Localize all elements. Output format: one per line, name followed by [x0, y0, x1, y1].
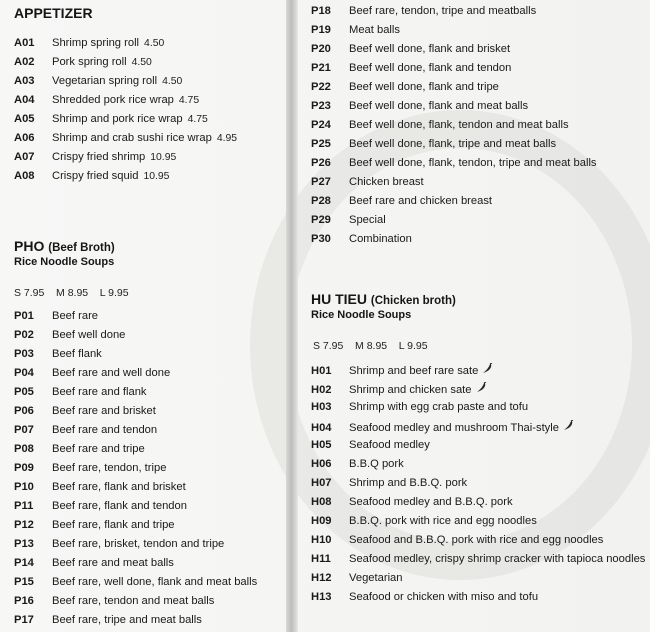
- hu-tieu-title-main: HU TIEU: [311, 291, 367, 307]
- menu-item: [14, 132, 237, 151]
- menu-item-name: Shrimp and pork rice wrap: [52, 113, 183, 125]
- menu-item: [14, 576, 257, 595]
- menu-item: [14, 151, 237, 170]
- menu-item-code: P07: [14, 424, 34, 436]
- menu-item-code: A04: [14, 94, 35, 106]
- menu-item-name: Combination: [349, 233, 412, 245]
- menu-item: [311, 439, 645, 458]
- menu-item-name: Shrimp spring roll: [52, 37, 140, 49]
- menu-item: [311, 157, 597, 176]
- menu-item-code: P30: [311, 233, 331, 245]
- menu-item-code: P12: [14, 519, 34, 531]
- menu-item: [14, 113, 237, 132]
- menu-item-name: Shrimp with egg crab paste and tofu: [349, 401, 529, 413]
- menu-item-code: P25: [311, 138, 331, 150]
- menu-item: [14, 94, 237, 113]
- menu-item-price: 10.95: [143, 171, 170, 182]
- chili-pepper-icon: [481, 363, 493, 377]
- menu-item-name: Beef well done, flank, tendon, tripe and meat balls: [349, 157, 597, 169]
- menu-item-code: P08: [14, 443, 34, 455]
- menu-item-name: Beef rare, brisket, tendon and tripe: [52, 538, 225, 550]
- menu-item: [14, 538, 257, 557]
- page-fold-divider: [286, 0, 298, 632]
- menu-item: [14, 56, 237, 75]
- menu-item: [14, 519, 257, 538]
- menu-item-name: Crispy fried shrimp: [52, 151, 146, 163]
- menu-item-name: Shrimp and B.B.Q. pork: [349, 477, 468, 489]
- menu-item-name: Beef rare and well done: [52, 367, 171, 379]
- menu-item-name: Beef well done, flank, tripe and meat balls: [349, 138, 557, 150]
- menu-item: [311, 214, 597, 233]
- menu-item-code: A01: [14, 37, 35, 49]
- menu-item-code: H11: [311, 553, 331, 565]
- menu-item-name: Special: [349, 214, 386, 226]
- menu-item-code: P11: [14, 500, 34, 512]
- menu-item-code: H03: [311, 401, 332, 413]
- menu-item-code: A03: [14, 75, 35, 87]
- menu-item-code: A06: [14, 132, 35, 144]
- menu-item-name: Beef rare, flank and brisket: [52, 481, 186, 493]
- menu-item: [311, 553, 645, 572]
- menu-item: [14, 481, 257, 500]
- menu-item-name: Shrimp and chicken sate: [349, 384, 472, 396]
- menu-item-price: 4.75: [187, 114, 208, 125]
- menu-item-name: Beef well done, flank, tendon and meat balls: [349, 119, 569, 131]
- menu-item: [14, 595, 257, 614]
- menu-item-code: H07: [311, 477, 332, 489]
- menu-item-name: Beef rare, tendon and meat balls: [52, 595, 215, 607]
- menu-item-name: Meat balls: [349, 24, 400, 36]
- menu-item: [14, 348, 257, 367]
- menu-item-name: Shredded pork rice wrap: [52, 94, 174, 106]
- menu-item: [14, 310, 257, 329]
- menu-item: [14, 37, 237, 56]
- menu-item-price: 4.75: [178, 95, 200, 106]
- menu-item-code: A02: [14, 56, 35, 68]
- menu-item-name: Beef rare and flank: [52, 386, 147, 398]
- menu-item-name: Vegetarian: [349, 572, 403, 584]
- menu-item-code: P15: [14, 576, 34, 588]
- appetizer-list: [14, 37, 237, 189]
- menu-item-name: Seafood and B.B.Q. pork with rice and egg noodles: [349, 534, 604, 546]
- menu-item-code: H10: [311, 534, 332, 546]
- menu-item-code: P14: [14, 557, 34, 569]
- menu-item-name: Beef rare and tendon: [52, 424, 158, 436]
- menu-item-name: Beef rare and tripe: [52, 443, 145, 455]
- menu-item-name: Beef rare: [52, 310, 99, 322]
- chili-pepper-icon: [562, 420, 574, 434]
- menu-item-code: A08: [14, 170, 35, 182]
- menu-item: [311, 24, 597, 43]
- menu-item-price: 4.50: [162, 76, 183, 87]
- menu-item-code: P21: [311, 62, 331, 74]
- menu-item: [14, 557, 257, 576]
- hu-tieu-subtitle: Rice Noodle Soups: [311, 309, 412, 321]
- chili-pepper-icon: [475, 382, 487, 396]
- menu-item: [14, 329, 257, 348]
- menu-item: [311, 81, 597, 100]
- pho-list-right: [311, 5, 597, 252]
- menu-item-code: P27: [311, 176, 331, 188]
- menu-item: [14, 424, 257, 443]
- menu-item-name: Beef rare, flank and tripe: [52, 519, 175, 531]
- menu-item-code: H12: [311, 572, 332, 584]
- menu-item: [14, 386, 257, 405]
- menu-item-code: H09: [311, 515, 332, 527]
- menu-item-code: P24: [311, 119, 331, 131]
- menu-item-name: Beef rare, tripe and meat balls: [52, 614, 202, 626]
- hu-tieu-title-sub: (Chicken broth): [370, 295, 456, 307]
- menu-item: [311, 5, 597, 24]
- menu-item-price: 4.50: [131, 57, 152, 68]
- menu-item-code: P28: [311, 195, 331, 207]
- menu-item-name: Seafood medley: [349, 439, 430, 451]
- menu-item: [311, 100, 597, 119]
- menu-item-name: Beef rare and meat balls: [52, 557, 174, 569]
- menu-item-code: P29: [311, 214, 331, 226]
- menu-item-code: P10: [14, 481, 34, 493]
- pho-title-sub: (Beef Broth): [48, 242, 115, 254]
- menu-item: [311, 363, 645, 382]
- pho-title-main: PHO: [14, 238, 45, 254]
- menu-item-name: Shrimp and beef rare sate: [349, 365, 479, 377]
- menu-item-name: Beef well done, flank and brisket: [349, 43, 511, 55]
- menu-item: [14, 500, 257, 519]
- menu-item: [14, 405, 257, 424]
- menu-item-name: Crispy fried squid: [52, 170, 139, 182]
- menu-item-code: P22: [311, 81, 331, 93]
- menu-item: [311, 195, 597, 214]
- menu-item-name: Seafood medley and B.B.Q. pork: [349, 496, 513, 508]
- menu-item: [14, 170, 237, 189]
- menu-item: [311, 591, 645, 610]
- menu-item: [311, 534, 645, 553]
- menu-item-name: Beef well done, flank and tendon: [349, 62, 512, 74]
- menu-item: [311, 515, 645, 534]
- menu-item-name: Beef rare and brisket: [52, 405, 156, 417]
- menu-item-code: P19: [311, 24, 331, 36]
- menu-item-code: P01: [14, 310, 34, 322]
- menu-item-name: Beef rare, well done, flank and meat balls: [52, 576, 258, 588]
- menu-item-name: Shrimp and crab sushi rice wrap: [52, 132, 212, 144]
- menu-item: [311, 496, 645, 515]
- menu-item-code: P06: [14, 405, 34, 417]
- menu-item: [311, 43, 597, 62]
- menu-item: [14, 614, 257, 632]
- menu-item-code: P17: [14, 614, 34, 626]
- menu-item-code: H13: [311, 591, 332, 603]
- menu-item: [311, 420, 645, 439]
- menu-item-code: H01: [311, 365, 332, 377]
- menu-item-code: P26: [311, 157, 331, 169]
- menu-item-code: A07: [14, 151, 35, 163]
- menu-item: [311, 401, 645, 420]
- menu-item: [311, 138, 597, 157]
- hu-tieu-title: [311, 291, 456, 307]
- menu-item: [311, 477, 645, 496]
- menu-item-code: P09: [14, 462, 34, 474]
- menu-item-code: P16: [14, 595, 34, 607]
- menu-item-code: H04: [311, 422, 332, 434]
- menu-item-name: Seafood or chicken with miso and tofu: [349, 591, 539, 603]
- menu-item-name: Beef rare, tendon, tripe and meatballs: [349, 5, 537, 17]
- menu-item-name: Beef flank: [52, 348, 102, 360]
- menu-item: [14, 462, 257, 481]
- menu-item-name: Seafood medley, crispy shrimp cracker with tapioca noodles: [349, 553, 646, 565]
- menu-item-code: H05: [311, 439, 332, 451]
- menu-item: [311, 233, 597, 252]
- menu-item: [311, 62, 597, 81]
- menu-item: [311, 572, 645, 591]
- menu-item-code: P04: [14, 367, 34, 379]
- menu-item: [311, 176, 597, 195]
- menu-item-code: P03: [14, 348, 34, 360]
- menu-item-code: P13: [14, 538, 34, 550]
- menu-item-name: Beef well done: [52, 329, 126, 341]
- menu-item-code: A05: [14, 113, 35, 125]
- menu-item-code: P02: [14, 329, 34, 341]
- menu-item-code: P18: [311, 5, 331, 17]
- menu-item: [14, 75, 237, 94]
- menu-item-price: 4.50: [144, 38, 165, 49]
- menu-item-code: P23: [311, 100, 331, 112]
- menu-item-code: H06: [311, 458, 332, 470]
- menu-item-code: P20: [311, 43, 331, 55]
- menu-item: [311, 382, 645, 401]
- pho-subtitle: Rice Noodle Soups: [14, 256, 115, 268]
- pho-prices: S 7.95 M 8.95 L 9.95: [14, 287, 129, 299]
- menu-item-name: Beef rare, tendon, tripe: [52, 462, 167, 474]
- pho-title: [14, 238, 115, 254]
- menu-item: [14, 367, 257, 386]
- hu-tieu-prices: S 7.95 M 8.95 L 9.95: [313, 340, 428, 352]
- menu-item-name: Beef rare and chicken breast: [349, 195, 493, 207]
- appetizer-title: APPETIZER: [14, 5, 93, 21]
- menu-item: [311, 119, 597, 138]
- menu-item: [14, 443, 257, 462]
- menu-item-name: Seafood medley and mushroom Thai-style: [349, 422, 559, 434]
- menu-item-name: B.B.Q pork: [349, 458, 404, 470]
- menu-item-price: 10.95: [150, 152, 177, 163]
- pho-list-left: [14, 310, 257, 632]
- hu-tieu-list: [311, 363, 645, 610]
- menu-item-name: Vegetarian spring roll: [52, 75, 158, 87]
- menu-item-code: H08: [311, 496, 332, 508]
- menu-item-name: Beef rare, flank and tendon: [52, 500, 187, 512]
- menu-item-code: P05: [14, 386, 34, 398]
- menu-item-name: Beef well done, flank and tripe: [349, 81, 499, 93]
- menu-item-name: Beef well done, flank and meat balls: [349, 100, 529, 112]
- menu-item-name: B.B.Q. pork with rice and egg noodles: [349, 515, 537, 527]
- menu-item: [311, 458, 645, 477]
- menu-item-price: 4.95: [216, 133, 238, 144]
- menu-item-name: Chicken breast: [349, 176, 424, 188]
- menu-item-code: H02: [311, 384, 332, 396]
- menu-item-name: Pork spring roll: [52, 56, 127, 68]
